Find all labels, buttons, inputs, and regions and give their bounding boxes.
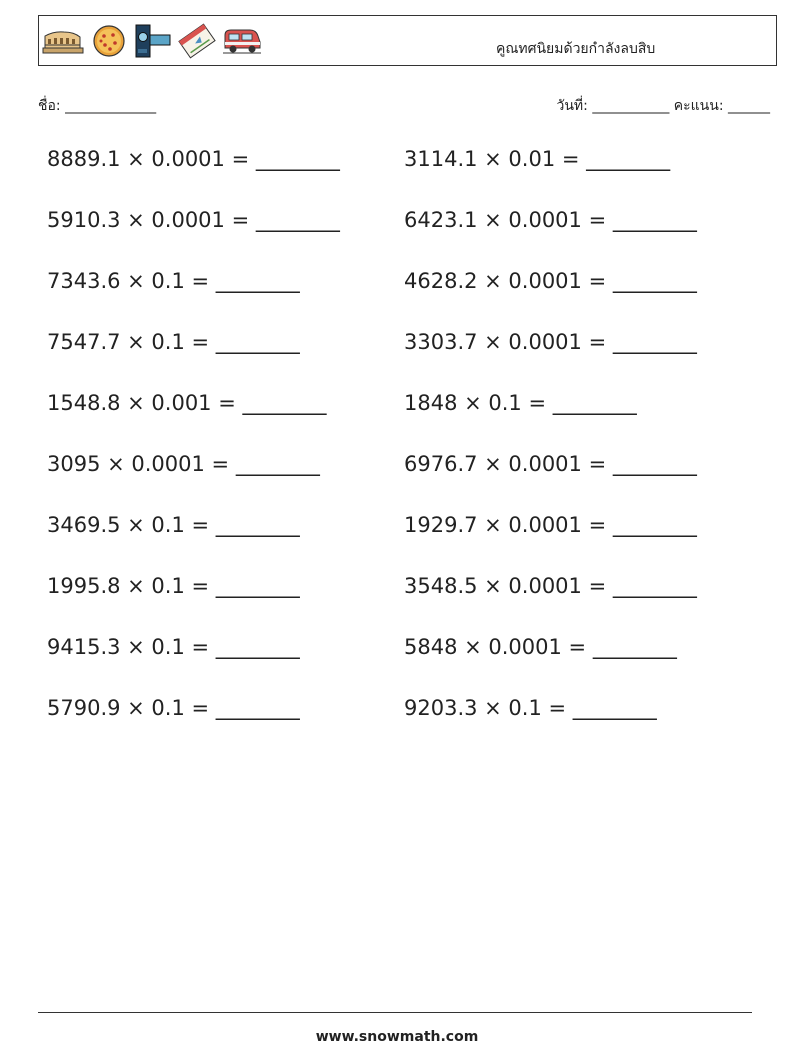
footer-site: www.snowmath.com [315,1029,479,1045]
problem-row [47,574,767,635]
name-field-label: ชื่อ: _____________ [38,98,157,114]
problem-item: 3095 × 0.0001 = ________ [47,452,320,476]
problem-item: 6976.7 × 0.0001 = ________ [404,452,697,476]
problem-item: 3114.1 × 0.01 = ________ [404,147,671,171]
problem-item: 9415.3 × 0.1 = ________ [47,635,300,659]
problem-item: 3469.5 × 0.1 = ________ [47,513,300,537]
problem-row [47,513,767,574]
camcorder-icon [134,23,172,59]
problem-item: 5848 × 0.0001 = ________ [404,635,677,659]
problem-item: 1995.8 × 0.1 = ________ [47,574,300,598]
problem-item: 3303.7 × 0.0001 = ________ [404,330,697,354]
problem-item: 9203.3 × 0.1 = ________ [404,696,657,720]
footer-divider [38,1012,752,1013]
problem-list [47,147,767,757]
header-icons [42,22,262,60]
problem-item: 5790.9 × 0.1 = ________ [47,696,300,720]
problem-item: 1848 × 0.1 = ________ [404,391,637,415]
problem-item: 1548.8 × 0.001 = ________ [47,391,327,415]
problem-row [47,696,767,757]
colosseum-icon [42,28,84,54]
problem-item: 4628.2 × 0.0001 = ________ [404,269,697,293]
problem-row [47,635,767,696]
camper-van-icon [222,26,262,56]
problem-item: 1929.7 × 0.0001 = ________ [404,513,697,537]
problem-item: 3548.5 × 0.0001 = ________ [404,574,697,598]
problem-item: 7343.6 × 0.1 = ________ [47,269,300,293]
boarding-pass-icon [178,22,216,60]
problem-row [47,452,767,513]
problem-row [47,147,767,208]
header-box [38,15,777,66]
problem-item: 6423.1 × 0.0001 = ________ [404,208,697,232]
problem-item: 5910.3 × 0.0001 = ________ [47,208,340,232]
pizza-icon [90,24,128,58]
problem-row [47,391,767,452]
problem-item: 8889.1 × 0.0001 = ________ [47,147,340,171]
worksheet-title: คูณทศนิยมด้วยกำลังลบสิบ [496,41,656,57]
problem-row [47,208,767,269]
date-score-label: วันที่: ___________ คะแนน: ______ [556,98,770,114]
problem-item: 7547.7 × 0.1 = ________ [47,330,300,354]
problem-row [47,330,767,391]
problem-row [47,269,767,330]
